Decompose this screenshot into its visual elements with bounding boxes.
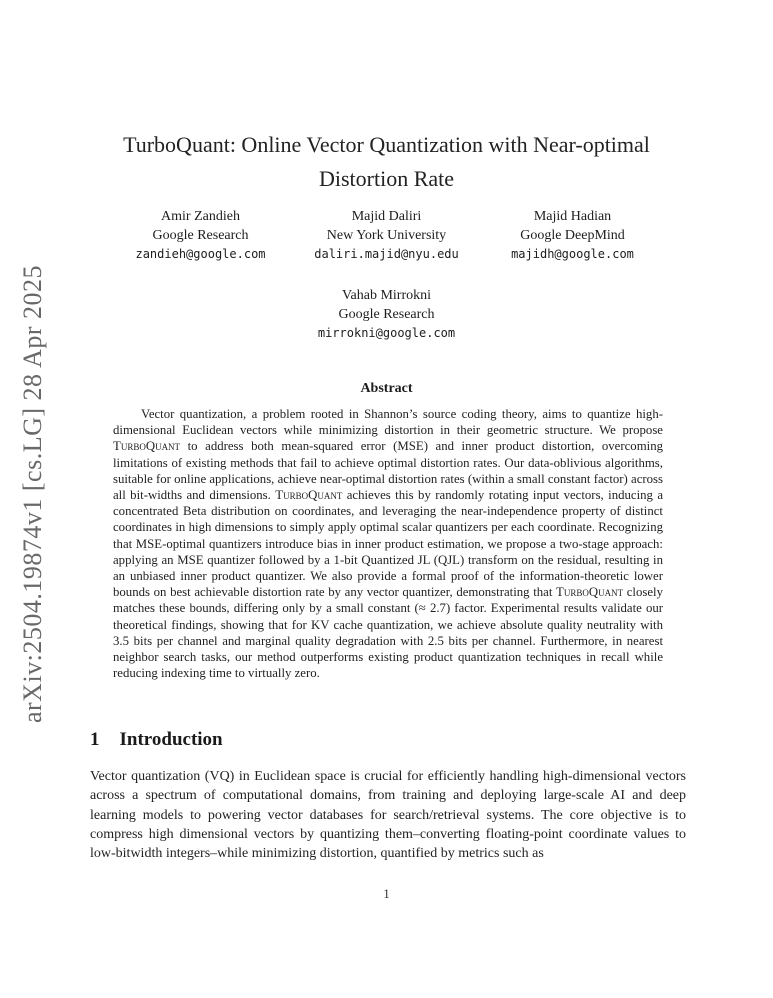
author-affiliation: Google Research xyxy=(338,306,435,322)
author-block xyxy=(108,208,294,264)
author-block xyxy=(294,208,480,264)
author-block xyxy=(480,208,666,264)
section-body-text: Vector quantization (VQ) in Euclidean space is crucial for efficiently handling high-dimensional vectors across a spectrum of computational domains, from training and deploying large-scale AI and deep learning models to powering vector databases for search/retrieval systems. The core objective is to compress high dimensional vectors by quantizing them–converting floating-point coordinate values to low-bitwidth integers–while minimizing distortion, quantified by metrics such as xyxy=(90,769,686,862)
author-email: mirrokni@google.com xyxy=(317,326,456,340)
section-heading xyxy=(90,729,223,751)
page-number: 1 xyxy=(383,886,390,901)
arxiv-watermark: arXiv:2504.19874v1 [cs.LG] 28 Apr 2025 xyxy=(18,264,47,724)
abstract-text: Vector quantization, a problem rooted in Shannon’s source coding theory, aims to quantize high-dimensional Euclidean vectors while minimizing distortion in their geometric structure. We propose TurboQuant to address both mean-squared error (MSE) and inner product distortion, overcoming limitations of existing methods that fail to achieve optimal distortion rates. Our data-oblivious algorithms, suitable for online applications, achieve near-optimal distortion rates (within a small constant factor) across all bit-widths and dimensions. TurboQuant achieves this by randomly rotating input vectors, inducing a concentrated Beta distribution on coordinates, and leveraging the near-independence property of distinct coordinates in high dimensions to simply apply optimal scalar quantizers per each coordinate. Recognizing that MSE-optimal quantizers introduce bias in inner product estimation, we propose a two-stage approach: applying an MSE quantizer followed by a 1-bit Quantized JL (QJL) transform on the residual, resulting in an unbiased inner product quantizer. We also provide a formal proof of the information-theoretic lower bounds on best achievable distortion rate by any vector quantizer, demonstrating that TurboQuant closely matches these bounds, differing only by a small constant (≈ 2.7) factor. Experimental results validate our theoretical findings, showing that for KV cache quantization, we achieve absolute quality neutrality with 3.5 bits per channel and marginal quality degradation with 2.5 bits per channel. Furthermore, in nearest neighbor search tasks, our method outperforms existing product quantization techniques in recall while reducing indexing time to virtually zero. xyxy=(113,407,664,681)
section-title: Introduction xyxy=(119,729,223,750)
authors-row-2 xyxy=(0,287,773,343)
author-name: Vahab Mirrokni xyxy=(341,288,432,303)
author-email: zandieh@google.com xyxy=(135,247,266,261)
author-block xyxy=(294,287,480,343)
author-email: daliri.majid@nyu.edu xyxy=(314,247,459,261)
paper-title xyxy=(0,128,773,196)
author-name: Majid Hadian xyxy=(533,209,612,224)
author-affiliation: New York University xyxy=(326,227,447,243)
author-name: Majid Daliri xyxy=(351,209,422,224)
paper-title-line-2: Distortion Rate xyxy=(318,166,455,191)
section-number: 1 xyxy=(90,729,100,750)
abstract-heading: Abstract xyxy=(360,381,413,396)
author-affiliation: Google Research xyxy=(152,227,249,243)
author-affiliation: Google DeepMind xyxy=(520,227,625,243)
paper-title-line-1: TurboQuant: Online Vector Quantization with Near-optimal xyxy=(123,132,650,157)
author-name: Amir Zandieh xyxy=(161,209,240,224)
authors-row xyxy=(0,208,773,264)
author-email: majidh@google.com xyxy=(511,247,634,261)
